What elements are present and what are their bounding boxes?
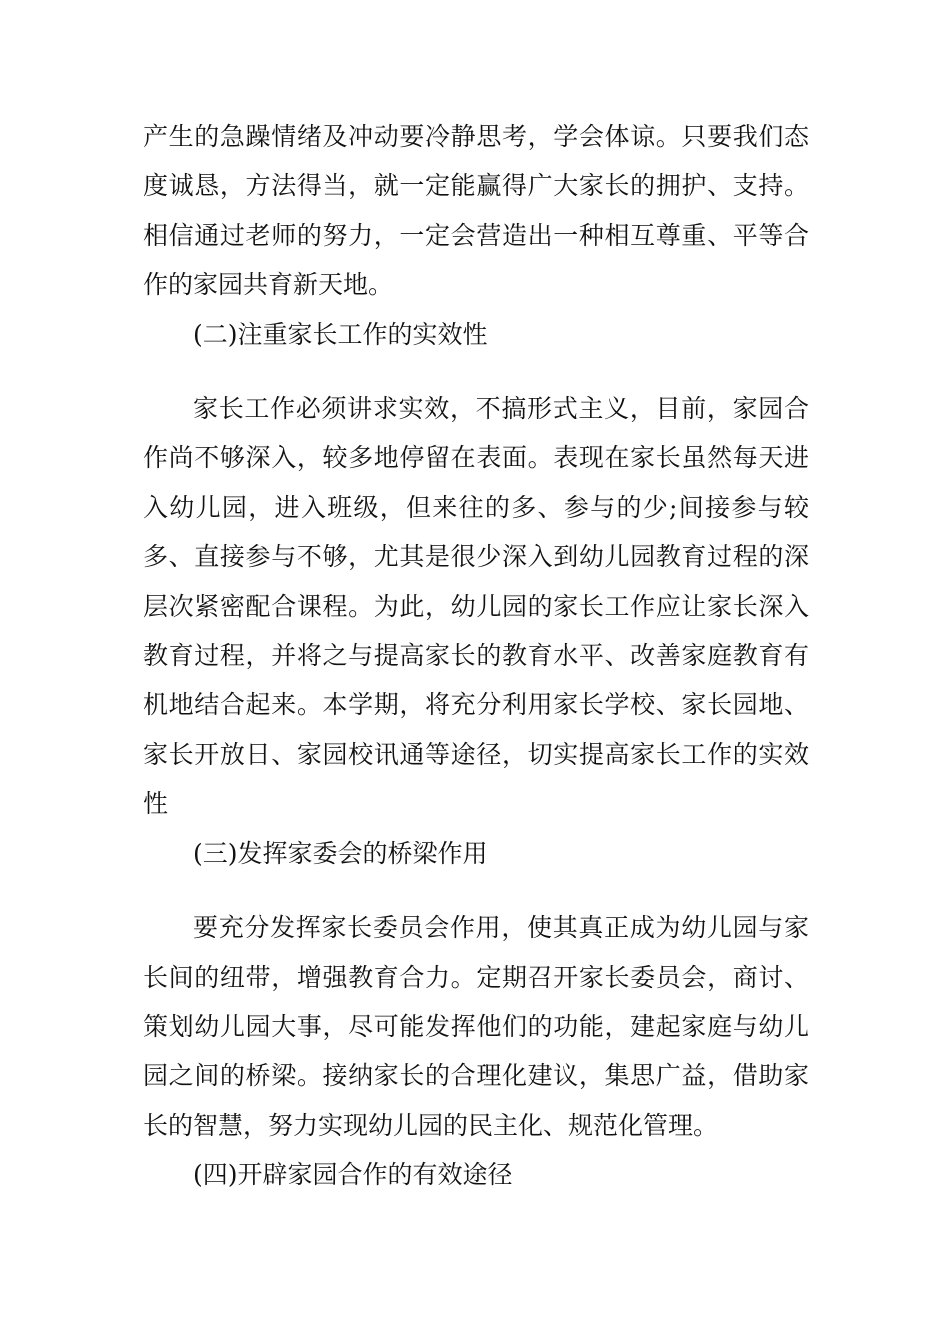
- paragraph-section-3: 要充分发挥家长委员会作用，使其真正成为幼儿园与家长间的纽带，增强教育合力。定期召开家长委员会，商讨、策划幼儿园大事，尽可能发挥他们的功能，建起家庭与幼儿园之间的桥梁。接纳家长的合理化建议，集思广益，借助家长的智慧，努力实现幼儿园的民主化、规范化管理。: [143, 913, 809, 1140]
- section-heading-3: (三)发挥家委会的桥梁作用: [193, 838, 488, 868]
- paragraph-section-2: 家长工作必须讲求实效，不搞形式主义，目前，家园合作尚不够深入，较多地停留在表面。表现在家长虽然每天进入幼儿园，进入班级，但来往的多、参与的少;间接参与较多、直接参与不够，尤其是很少深入到幼儿园教育过程的深层次紧密配合课程。为此，幼儿园的家长工作应让家长深入教育过程，并将之与提高家长的教育水平、改善家庭教育有机地结合起来。本学期，将充分利用家长学校、家长园地、家长开放日、家园校讯通等途径，切实提高家长工作的实效性: [143, 394, 809, 819]
- section-heading-4: (四)开辟家园合作的有效途径: [193, 1160, 513, 1190]
- section-heading-2: (二)注重家长工作的实效性: [193, 319, 488, 349]
- document-page: [143, 112, 809, 1200]
- paragraph-continuation: 产生的急躁情绪及冲动要冷静思考，学会体谅。只要我们态度诚恳，方法得当，就一定能赢得广大家长的拥护、支持。相信通过老师的努力，一定会营造出一种相互尊重、平等合作的家园共育新天地。: [143, 122, 809, 300]
